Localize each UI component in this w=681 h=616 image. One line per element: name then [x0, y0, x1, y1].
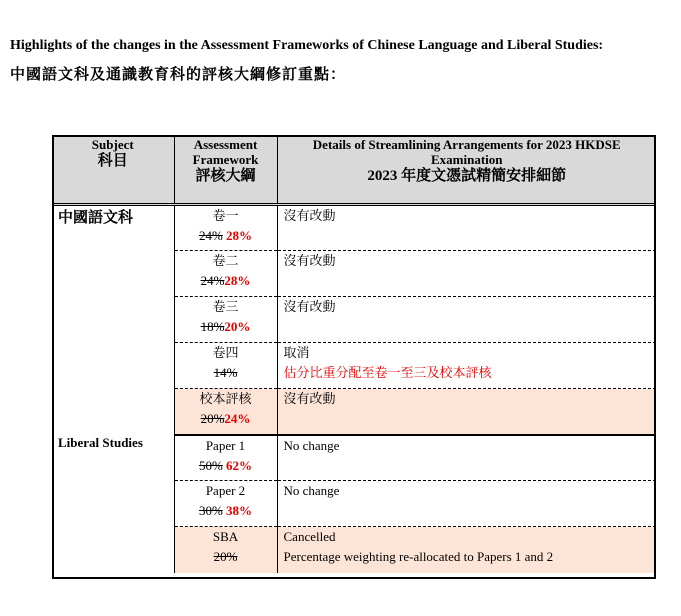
- detail-text: 沒有改動: [283, 253, 336, 268]
- detail-text: 沒有改動: [283, 391, 336, 406]
- table-row: [52, 205, 656, 251]
- component-name: 卷三: [212, 299, 239, 314]
- framework-cell: [174, 205, 277, 251]
- header-details: [277, 136, 656, 205]
- old-weighting: 24%: [200, 273, 225, 288]
- component-name: Paper 2: [205, 483, 246, 498]
- detail-cell: [277, 343, 656, 389]
- component-name: 卷二: [212, 253, 239, 268]
- header-subject: [52, 136, 174, 205]
- subject-liberal-studies: Liberal Studies: [52, 435, 174, 573]
- component-name: SBA: [212, 529, 239, 544]
- old-weighting: 20%: [200, 411, 225, 426]
- old-weighting: 14%: [213, 365, 238, 380]
- detail-text: No change: [283, 437, 340, 453]
- table-row: [52, 435, 656, 481]
- assessment-framework-table: [52, 135, 656, 573]
- framework-cell: [174, 297, 277, 343]
- framework-cell: [174, 527, 277, 573]
- new-weighting: 20%: [224, 319, 251, 334]
- table-header-row: [52, 136, 656, 205]
- old-weighting: 30%: [198, 503, 223, 518]
- detail-note: 估分比重分配至卷一至三及校本評核: [283, 365, 492, 380]
- detail-cell: [277, 481, 656, 527]
- page-title-zh: 中國語文科及通識教育科的評核大綱修訂重點：: [10, 67, 347, 83]
- old-weighting: 24%: [198, 228, 223, 243]
- detail-text: No change: [283, 483, 340, 498]
- component-name: Paper 1: [205, 437, 246, 453]
- new-weighting: 28%: [224, 273, 251, 288]
- old-weighting: 50%: [198, 457, 223, 473]
- subject-chinese: 中國語文科: [52, 205, 174, 435]
- old-weighting: 18%: [200, 319, 225, 334]
- framework-cell: [174, 389, 277, 435]
- detail-cell: [277, 251, 656, 297]
- new-weighting: 24%: [224, 411, 251, 426]
- component-name: 校本評核: [199, 391, 252, 406]
- detail-text: 沒有改動: [283, 299, 336, 314]
- detail-cell: [277, 435, 656, 481]
- page-title-en: Highlights of the changes in the Assessment Frameworks of Chinese Language and Liberal Studies:: [10, 38, 604, 53]
- framework-cell: [174, 343, 277, 389]
- component-name: 卷四: [212, 345, 239, 360]
- detail-cell: [277, 297, 656, 343]
- framework-cell: [174, 435, 277, 481]
- old-weighting: 20%: [213, 549, 238, 564]
- component-name: 卷一: [212, 208, 239, 223]
- detail-cell: [277, 527, 656, 573]
- detail-text: 沒有改動: [283, 208, 336, 223]
- detail-text: Cancelled: [283, 529, 336, 544]
- header-framework-en: Assessment Framework: [192, 137, 259, 167]
- new-weighting: 38%: [226, 503, 253, 518]
- detail-text: 取消: [283, 345, 310, 360]
- header-framework: [174, 136, 277, 205]
- header-details-zh: 2023 年度文憑試精簡安排細節: [367, 168, 567, 184]
- framework-cell: [174, 481, 277, 527]
- detail-cell: [277, 389, 656, 435]
- header-subject-zh: 科目: [97, 153, 128, 169]
- new-weighting: 62%: [226, 457, 253, 473]
- detail-note: Percentage weighting re-allocated to Papers 1 and 2: [283, 549, 554, 564]
- header-framework-zh: 評核大綱: [195, 168, 256, 184]
- framework-cell: [174, 251, 277, 297]
- header-subject-en: Subject: [91, 137, 134, 152]
- new-weighting: 28%: [226, 228, 253, 243]
- header-details-en: Details of Streamlining Arrangements for 2023 HKDSE Examination: [312, 137, 621, 167]
- detail-cell: [277, 205, 656, 251]
